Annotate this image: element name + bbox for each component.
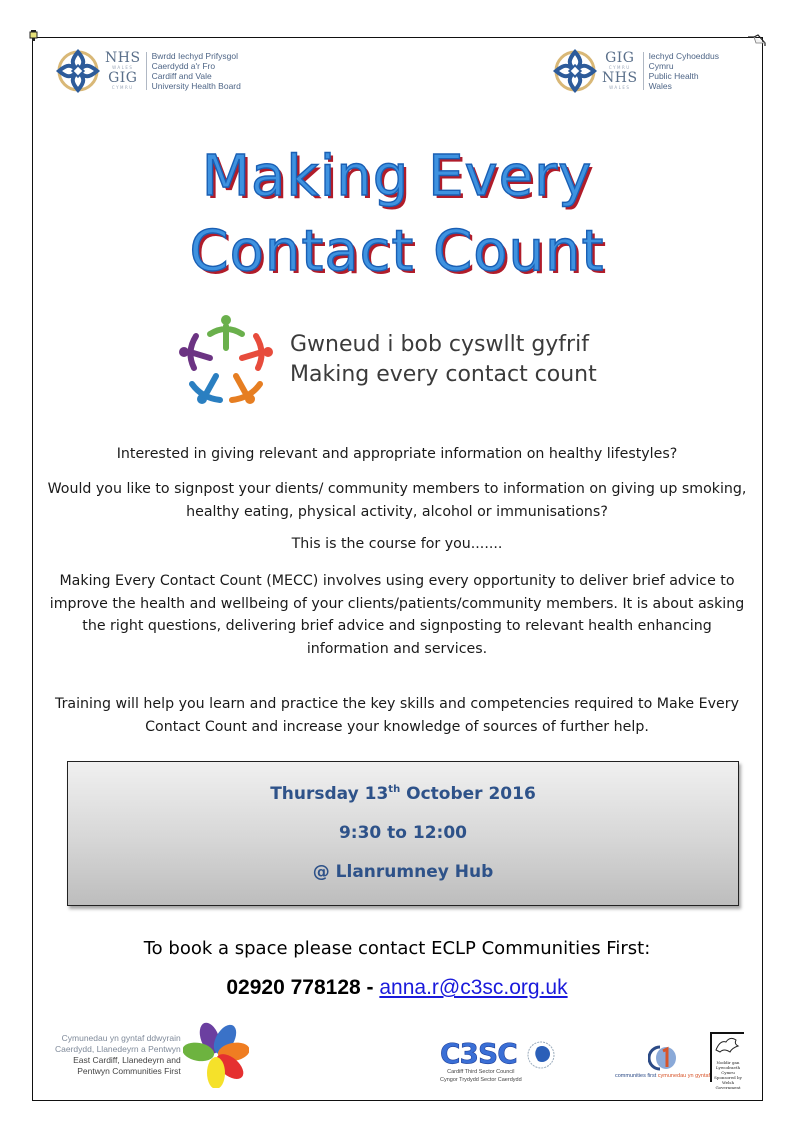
- gig-wordmark: GIG CYMRU NHS WALES: [602, 50, 638, 90]
- booking-prompt: To book a space please contact ECLP Communities First:: [143, 938, 651, 959]
- welsh-government-logo: Noddir gan Lywodraeth Cymru Sponsored by Welsh Government: [710, 1032, 744, 1082]
- event-details-box: [67, 761, 739, 906]
- nhs-wordmark: NHS WALES GIG CYMRU: [105, 50, 141, 90]
- training-description: Training will help you learn and practice the key skills and competencies required to Make Every Contact Count and increase your knowledge of sources of further help.: [55, 696, 739, 735]
- celtic-knot-icon: [552, 48, 598, 94]
- page-corner-fold-icon: [748, 34, 766, 46]
- petal-flower-icon: [183, 1022, 249, 1088]
- communities-first-logo: communities first cymunedau yn gyntaf: [615, 1045, 710, 1079]
- east-cardiff-communities-first-logo: Cymunedau yn gyntaf ddwyrain Caerdydd, Llanedeyrn a Pentwyn East Cardiff, Llanedeyrn and Pentwyn Communities First: [55, 1022, 249, 1088]
- mecc-logo: [176, 312, 597, 407]
- title-line-2: Contact Count: [189, 219, 605, 284]
- event-date: Thursday 13th October 2016: [270, 784, 536, 804]
- c3sc-logo: C3SC Cardiff Third Sector Council Cyngor Trydydd Sector Caerdydd: [440, 1040, 556, 1084]
- phw-name: Iechyd Cyhoeddus Cymru Public Health Wales: [648, 51, 719, 91]
- welsh-dragon-icon: [712, 1034, 742, 1056]
- logo-divider: [643, 52, 644, 90]
- people-circle-icon: [176, 312, 276, 407]
- communities-first-mark-icon: [648, 1045, 678, 1071]
- email-link[interactable]: anna.r@c3sc.org.uk: [379, 976, 568, 999]
- public-health-wales-logo: [552, 48, 719, 94]
- anchor-icon: [29, 30, 38, 42]
- contact-line: 02920 778128 - anna.r@c3sc.org.uk: [226, 976, 568, 999]
- phone-number: 02920 778128: [226, 976, 361, 999]
- course-for-you: This is the course for you.......: [291, 536, 503, 552]
- celtic-knot-icon: [55, 48, 101, 94]
- intro-question: Interested in giving relevant and appropriate information on healthy lifestyles?: [116, 446, 678, 462]
- event-venue: @ Llanrumney Hub: [312, 862, 494, 882]
- mecc-tagline: Gwneud i bob cyswllt gyfrif Making every contact count: [290, 331, 597, 387]
- logo-divider: [146, 52, 147, 90]
- cardiff-vale-uhb-logo: [55, 48, 241, 94]
- event-time: 9:30 to 12:00: [338, 823, 468, 843]
- signpost-question: Would you like to signpost your dients/ community members to information on giving up smoking, healthy eating, physical activity, alcohol or immunisations?: [47, 481, 747, 520]
- health-board-name: Bwrdd Iechyd Prifysgol Caerdydd a'r Fro Cardiff and Vale University Health Board: [151, 51, 241, 91]
- mecc-description: Making Every Contact Count (MECC) involves using every opportunity to deliver brief advice to improve the health and wellbeing of your clients/patients/community members. It is about asking the right questions, delivering brief advice and signposting to relevant health enhancing information and services.: [49, 573, 745, 657]
- title-line-1: Making Every: [201, 144, 593, 209]
- head-profile-badge-icon: [526, 1040, 556, 1070]
